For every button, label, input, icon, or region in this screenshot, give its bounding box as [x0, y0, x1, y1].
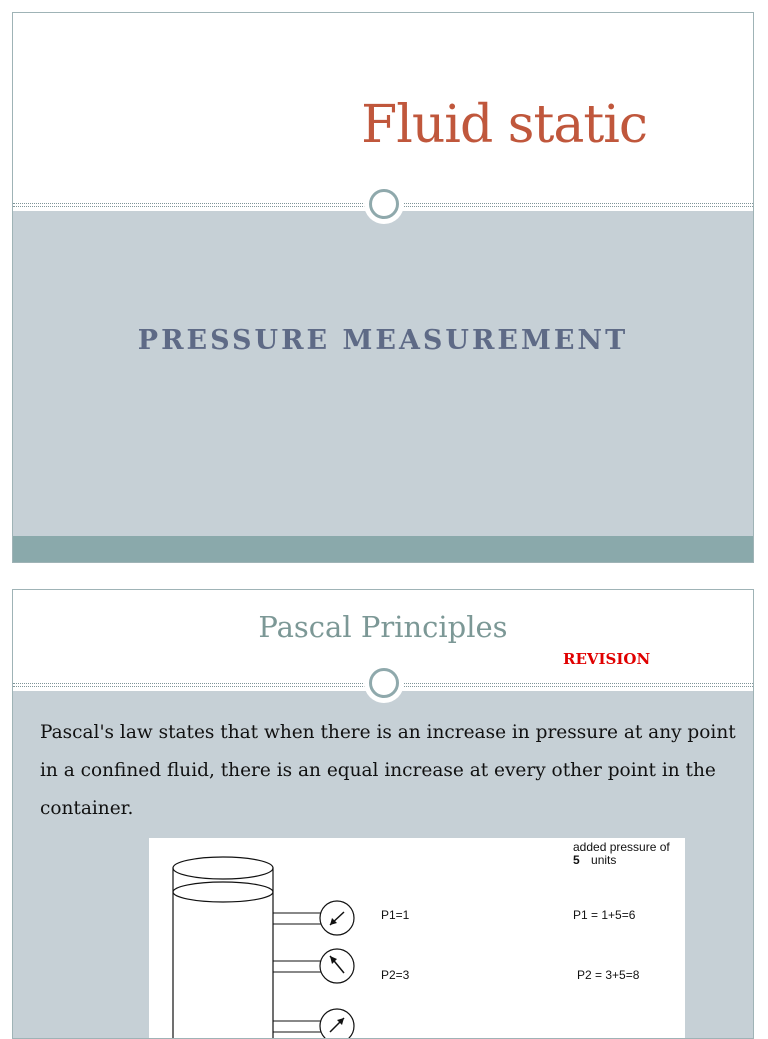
title-area	[13, 13, 753, 205]
revision-badge: REVISION	[563, 650, 651, 668]
title-slide	[12, 12, 754, 563]
pascal-diagram	[149, 838, 685, 1038]
added-pressure-value	[573, 853, 616, 867]
slide-title: Pascal Principles	[258, 610, 508, 644]
content-slide	[12, 589, 754, 1039]
gauge-2-icon	[320, 949, 354, 983]
container-top	[173, 857, 273, 879]
gauge-1-icon	[320, 901, 354, 935]
container-diagram	[149, 838, 685, 1038]
gauge-label: P1=1	[381, 908, 410, 922]
slide-title: Fluid static	[361, 95, 647, 155]
circle-ornament-icon	[364, 184, 404, 224]
body-text: Pascal's law states that when there is an increase in pressure at any point in a confined fluid, there is an equal increase at every other point in the container.	[40, 722, 736, 819]
gauge-label: P2=3	[381, 968, 410, 982]
pressure-equation: P2 = 3+5=8	[577, 968, 640, 982]
circle-ornament-icon	[364, 663, 404, 703]
slide-subtitle: PRESSURE MEASUREMENT	[137, 325, 629, 356]
added-unit: units	[591, 853, 617, 867]
footer-bar	[13, 536, 753, 562]
added-value: 5	[573, 853, 580, 867]
pressure-equation: P1 = 1+5=6	[573, 908, 636, 922]
added-pressure-label: added pressure of	[573, 840, 670, 854]
subtitle-panel	[13, 211, 753, 538]
fluid-surface	[173, 882, 273, 902]
